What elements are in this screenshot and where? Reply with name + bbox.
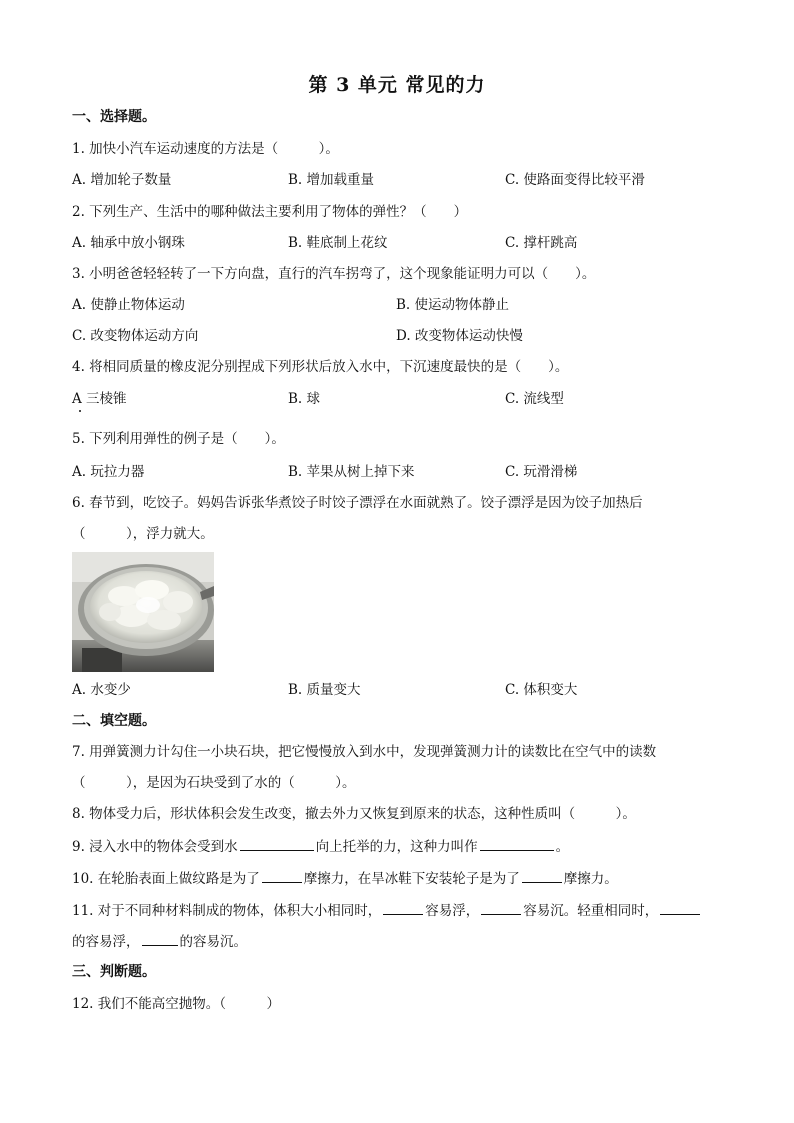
section-judge-heading: 三、判断题。 xyxy=(72,964,156,980)
question-10 xyxy=(72,869,618,888)
q9-blank-1[interactable] xyxy=(240,837,314,851)
q2-option-b: B. 鞋底制上花纹 xyxy=(288,235,388,251)
q3-option-b: B. 使运动物体静止 xyxy=(396,297,510,313)
q11-text-5: 的容易沉。 xyxy=(179,934,247,950)
q5-option-b: B. 苹果从树上掉下来 xyxy=(288,464,415,480)
q11-blank-4[interactable] xyxy=(142,932,178,946)
question-9 xyxy=(72,837,569,856)
question-2: 2. 下列生产、生活中的哪种做法主要利用了物体的弹性？（ ） xyxy=(72,204,468,220)
q2-option-a: A. 轴承中放小钢珠 xyxy=(72,235,185,251)
q9-text-1: 9. 浸入水中的物体会受到水 xyxy=(72,839,238,855)
q9-text-2: 向上托举的力，这种力叫作 xyxy=(315,839,478,855)
question-6-line1: 6. 春节到，吃饺子。妈妈告诉张华煮饺子时饺子漂浮在水面就熟了。饺子漂浮是因为饺子加热后 xyxy=(72,495,643,511)
q1-option-c: C. 使路面变得比较平滑 xyxy=(505,172,645,188)
question-7-line1: 7. 用弹簧测力计勾住一小块石块，把它慢慢放入到水中，发现弹簧测力计的读数比在空气中的读数 xyxy=(72,744,657,760)
question-11-line1 xyxy=(72,901,702,920)
q4-option-b: B. 球 xyxy=(288,391,321,407)
q6-option-c: C. 体积变大 xyxy=(505,682,578,698)
question-4: 4. 将相同质量的橡皮泥分别捏成下列形状后放入水中，下沉速度最快的是（ ）。 xyxy=(72,359,569,375)
q1-option-b: B. 增加载重量 xyxy=(288,172,375,188)
q4-option-a: A 三棱锥 xyxy=(72,391,127,407)
q4-option-c: C. 流线型 xyxy=(505,391,564,407)
q10-text-1: 10. 在轮胎表面上做纹路是为了 xyxy=(72,871,260,887)
q11-text-3: 容易沉。轻重相同时， xyxy=(523,903,659,919)
q3-option-d: D. 改变物体运动快慢 xyxy=(396,328,523,344)
q5-option-a: A. 玩拉力器 xyxy=(72,464,145,480)
page-title: 第 3 单元 常见的力 xyxy=(308,74,486,96)
q9-blank-2[interactable] xyxy=(480,837,554,851)
question-8: 8. 物体受力后，形状体积会发生改变，撤去外力又恢复到原来的状态，这种性质叫（ ）。 xyxy=(72,806,636,822)
question-1: 1. 加快小汽车运动速度的方法是（ ）。 xyxy=(72,141,339,157)
q10-blank-1[interactable] xyxy=(262,869,302,883)
q11-text-4: 的容易浮， xyxy=(72,934,140,950)
stray-dot xyxy=(79,410,81,412)
q6-option-a: A. 水变少 xyxy=(72,682,131,698)
q3-option-c: C. 改变物体运动方向 xyxy=(72,328,199,344)
q11-blank-2[interactable] xyxy=(481,901,521,915)
section-fill-heading: 二、填空题。 xyxy=(72,713,156,729)
q11-text-2: 容易浮， xyxy=(425,903,480,919)
question-5: 5. 下列利用弹性的例子是（ ）。 xyxy=(72,431,285,447)
q10-text-3: 摩擦力。 xyxy=(563,871,618,887)
question-6-line2: （ ），浮力就大。 xyxy=(72,526,214,542)
q1-option-a: A. 增加轮子数量 xyxy=(72,172,172,188)
q10-text-2: 摩擦力，在旱冰鞋下安装轮子是为了 xyxy=(303,871,520,887)
q5-option-c: C. 玩滑滑梯 xyxy=(505,464,578,480)
q3-option-a: A. 使静止物体运动 xyxy=(72,297,185,313)
question-7-line2: （ ），是因为石块受到了水的（ ）。 xyxy=(72,775,356,791)
q11-blank-3[interactable] xyxy=(660,901,700,915)
dumplings-pot-photo xyxy=(72,552,214,672)
section-choice-heading: 一、选择题。 xyxy=(72,109,156,125)
q2-option-c: C. 撑杆跳高 xyxy=(505,235,578,251)
question-11-line2 xyxy=(72,932,247,951)
q6-option-b: B. 质量变大 xyxy=(288,682,361,698)
q10-blank-2[interactable] xyxy=(522,869,562,883)
q9-text-3: 。 xyxy=(555,839,570,855)
q11-text-1: 11. 对于不同种材料制成的物体，体积大小相同时， xyxy=(72,903,382,919)
q11-blank-1[interactable] xyxy=(383,901,423,915)
question-12: 12. 我们不能高空抛物。（ ） xyxy=(72,996,281,1012)
question-3: 3. 小明爸爸轻轻转了一下方向盘，直行的汽车拐弯了，这个现象能证明力可以（ ）。 xyxy=(72,266,596,282)
